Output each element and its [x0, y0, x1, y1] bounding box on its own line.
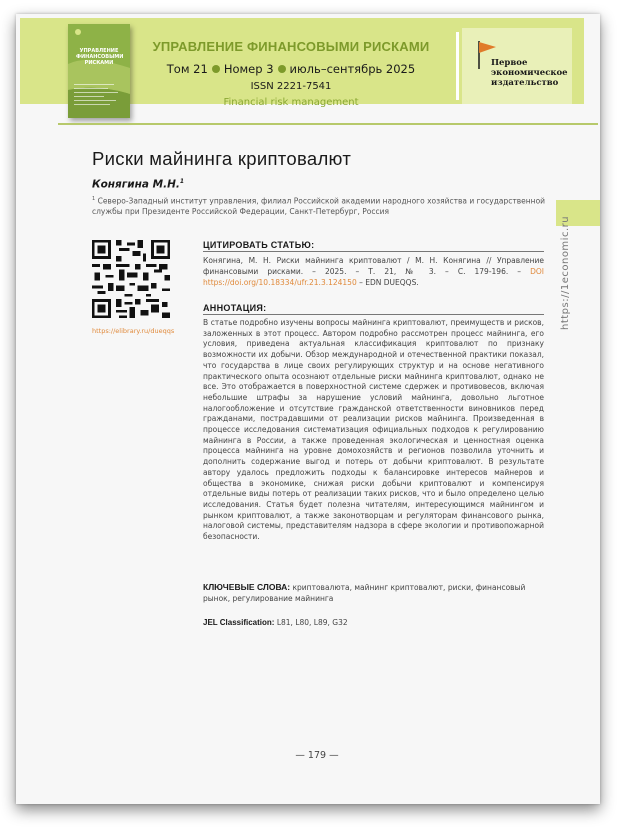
citation-body: Конягина, М. Н. Риски майнинга криптовалют / М. Н. Конягина // Управление финансовыми рисками. – 2025. – Т. 21, № 3. – С. 179-196. – — [203, 256, 544, 276]
cover-line — [74, 104, 110, 105]
publisher-name: Первое экономическое издательство — [491, 58, 568, 88]
doi-link[interactable]: https://doi.org/10.18334/ufr.21.3.124150 — [203, 278, 357, 287]
cover-title: УПРАВЛЕНИЕ ФИНАНСОВЫМИ РИСКАМИ — [76, 48, 124, 66]
article-author — [92, 178, 184, 191]
journal-title: УПРАВЛЕНИЕ ФИНАНСОВЫМИ РИСКАМИ — [152, 39, 430, 54]
author-name: Конягина М.Н. — [92, 178, 180, 191]
header-rule — [58, 123, 598, 125]
author-affiliation — [92, 194, 552, 218]
author-superscript: 1 — [179, 178, 185, 185]
edn-text: – EDN DUEQQS. — [359, 278, 419, 287]
jel-label: JEL Classification: — [203, 618, 275, 627]
keywords-label: КЛЮЧЕВЫЕ СЛОВА: — [203, 582, 291, 592]
cover-line — [74, 84, 114, 85]
citation-text — [203, 255, 544, 288]
cover-line — [74, 92, 118, 93]
qr-code-icon[interactable] — [92, 240, 170, 318]
journal-cover-thumbnail — [68, 24, 130, 118]
abstract-text: В статье подробно изучены вопросы майнинга криптовалют, преимуществ и рисков, заложенных в этот процесс. Автором подробно рассмотрен процесс майнинга, его условия, приведена актуальная классификация криптовалют по признаку возможности их добычи. Обзор международной и отечественной практики показал, что государства в лице своих регулирующих структур и на основе негативного практического опыта осознают отдельные риски майнинга криптовалют, однако не все. Это отображается в поверхностной системе сдержек и противовесов, включая небольшие штрафы за нарушение условий майнинга, довольно льготное налогообложение и отсутствие гражданской ответственности виновников перед гражданами, пострадавшими от реализации рисков майнинга. Произведенная в процессе исследования систематизация официальных подходов к регулированию майнинга в России, а также проведенная экологическая и ценностная оценка процесса майнинга на уровне домохозяйств и регионов позволила уточнить и дополнить содержание выгод и потерь от добычи криптовалют. В результате автору удалось предложить подходы к балансировке интересов майнеров и общества в экономике, снижая риски добычи криптовалют и компенсируя отдельные виды потерь от реализации таких рисков, что и было определено целью исследования. Статья будет полезна читателям, интересующимся майнингом и рынком криптовалют, а также законотворцам и регуляторам финансового рынка, налоговой системы, представителям надзора в сфере экологии и противопожарной безопасности. — [203, 318, 544, 542]
abstract-section — [203, 303, 544, 315]
cover-line — [74, 88, 108, 89]
bullet-dot-icon — [212, 65, 220, 73]
issue-info — [146, 62, 436, 76]
header-divider — [456, 32, 459, 100]
cover-line — [74, 100, 116, 101]
issue-number: Номер 3 — [223, 62, 274, 76]
keywords-text: криптовалюта, майнинг криптовалют, риски, финансовый рынок, регулирование майнинга — [203, 583, 526, 603]
issn: ISSN 2221-7541 — [250, 81, 332, 92]
citation-section — [203, 240, 544, 252]
abstract-heading: АННОТАЦИЯ: — [203, 303, 544, 315]
jel-codes: L81, L80, L89, G32 — [276, 618, 348, 627]
affiliation-text: Северо-Западный институт управления, филиал Российской академии народного хозяйства и государственной службы при Президенте Российской Федерации, Санкт-Петербург, Россия — [92, 196, 546, 216]
volume: Том 21 — [166, 62, 208, 76]
cover-line — [74, 96, 104, 97]
jel-classification — [203, 618, 544, 627]
doi-label: DOI — [530, 267, 544, 276]
bullet-dot-icon — [278, 65, 286, 73]
page-number: — 179 — — [295, 750, 339, 761]
affiliation-superscript: 1 — [92, 196, 96, 202]
article-title: Риски майнинга криптовалют — [92, 148, 352, 169]
site-url[interactable]: https://1economic.ru — [560, 215, 571, 330]
qr-link[interactable]: https://elibrary.ru/dueqqs — [92, 327, 175, 335]
issue-period: июль–сентябрь 2025 — [289, 62, 416, 76]
citation-heading: ЦИТИРОВАТЬ СТАТЬЮ: — [203, 240, 544, 252]
journal-title-english: Financial risk management — [223, 97, 359, 108]
keywords — [203, 582, 544, 604]
